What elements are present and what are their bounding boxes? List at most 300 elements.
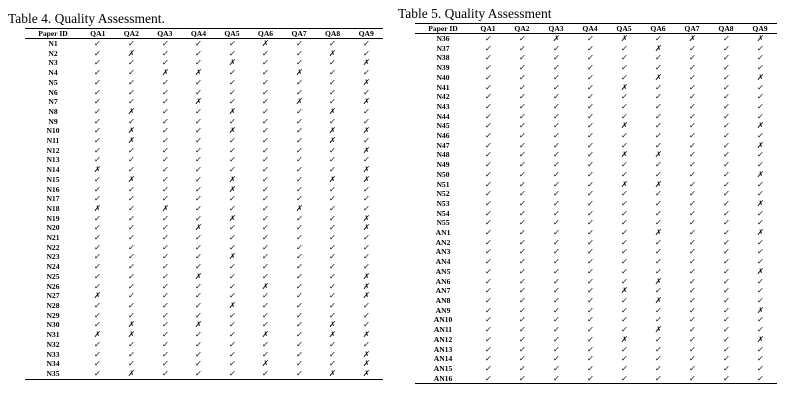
qa-cell <box>607 267 641 277</box>
qa-cell <box>709 170 743 180</box>
check-mark-icon: ✓ <box>484 34 493 43</box>
paper-id-cell: N55 <box>436 218 450 228</box>
check-mark-icon: ✓ <box>194 136 203 146</box>
check-mark-icon: ✓ <box>160 116 169 126</box>
check-mark-icon: ✓ <box>620 131 629 141</box>
paper-id-cell: N34 <box>46 359 60 369</box>
check-mark-icon: ✓ <box>756 179 765 189</box>
header-row <box>415 24 777 34</box>
qa-cell <box>148 272 182 282</box>
check-mark-icon: ✓ <box>261 116 270 126</box>
qa-cell <box>539 73 573 83</box>
qa-cell <box>539 218 573 228</box>
qa-cell <box>471 34 505 44</box>
check-mark-icon: ✓ <box>194 87 203 97</box>
qa-cell <box>182 214 216 224</box>
qa-cell <box>349 252 383 262</box>
paper-id-cell: N43 <box>436 101 450 111</box>
qa-cell <box>573 286 607 296</box>
check-mark-icon: ✓ <box>228 116 236 126</box>
qa-cell <box>505 63 539 73</box>
check-mark-icon: ✓ <box>620 237 629 247</box>
check-mark-icon: ✓ <box>552 344 561 354</box>
check-mark-icon: ✓ <box>295 39 304 48</box>
check-mark-icon: ✓ <box>552 63 561 73</box>
qa-cell <box>349 175 383 185</box>
qa-cell <box>573 102 607 112</box>
check-mark-icon: ✓ <box>93 87 102 97</box>
paper-id-cell: N27 <box>46 291 60 301</box>
check-mark-icon: ✓ <box>93 116 102 126</box>
qa-cell <box>573 277 607 287</box>
check-mark-icon: ✓ <box>620 43 629 53</box>
table-row <box>415 325 777 335</box>
cross-mark-icon: ✗ <box>362 174 371 184</box>
check-mark-icon: ✓ <box>295 233 304 243</box>
check-mark-icon: ✓ <box>93 48 102 58</box>
check-mark-icon: ✓ <box>127 68 136 78</box>
check-mark-icon: ✓ <box>328 252 337 262</box>
qa-cell <box>743 228 777 238</box>
check-mark-icon: ✓ <box>93 213 102 223</box>
check-mark-icon: ✓ <box>127 203 136 213</box>
check-mark-icon: ✓ <box>127 116 136 126</box>
check-mark-icon: ✓ <box>552 53 561 63</box>
check-mark-icon: ✓ <box>688 121 697 131</box>
check-mark-icon: ✓ <box>160 300 169 310</box>
qa-cell <box>182 136 216 146</box>
qa-cell <box>81 320 115 330</box>
check-mark-icon: ✓ <box>160 165 169 175</box>
table-row <box>415 73 777 83</box>
cross-mark-icon: ✗ <box>127 320 136 330</box>
check-mark-icon: ✓ <box>518 53 527 63</box>
check-mark-icon: ✓ <box>228 233 236 243</box>
qa-cell <box>249 39 283 49</box>
paper-id-cell: AN10 <box>433 315 453 325</box>
check-mark-icon: ✓ <box>127 262 136 272</box>
qa-cell <box>182 88 216 98</box>
paper-id-cell: N50 <box>436 169 450 179</box>
paper-id-cell: N38 <box>436 53 450 63</box>
column-header-qa7: QA7 <box>282 29 316 39</box>
qa-cell <box>148 243 182 253</box>
paper-id-cell: AN1 <box>435 228 451 238</box>
qa-cell <box>471 141 505 151</box>
qa-cell <box>709 335 743 345</box>
check-mark-icon: ✓ <box>228 359 236 369</box>
check-mark-icon: ✓ <box>654 101 663 111</box>
paper-id-cell: N52 <box>436 189 450 199</box>
qa-cell <box>349 340 383 350</box>
qa-cell <box>709 286 743 296</box>
qa-cell <box>81 359 115 369</box>
check-mark-icon: ✓ <box>552 237 561 247</box>
check-mark-icon: ✓ <box>552 286 561 296</box>
table-row <box>415 199 777 209</box>
qa-cell <box>115 330 149 340</box>
qa-cell <box>282 185 316 195</box>
check-mark-icon: ✓ <box>620 257 629 267</box>
qa-cell <box>539 247 573 257</box>
qa-cell <box>709 267 743 277</box>
check-mark-icon: ✓ <box>328 271 337 281</box>
qa-cell <box>215 311 249 321</box>
check-mark-icon: ✓ <box>127 359 136 369</box>
check-mark-icon: ✓ <box>756 111 765 121</box>
qa-cell <box>115 252 149 262</box>
check-mark-icon: ✓ <box>484 140 493 150</box>
check-mark-icon: ✓ <box>362 203 371 213</box>
check-mark-icon: ✓ <box>160 359 169 369</box>
qa-cell <box>607 257 641 267</box>
check-mark-icon: ✓ <box>362 48 371 58</box>
check-mark-icon: ✓ <box>295 58 304 68</box>
qa-cell <box>81 214 115 224</box>
table-row <box>25 301 383 311</box>
qa-cell <box>115 194 149 204</box>
cross-mark-icon: ✗ <box>756 169 765 179</box>
check-mark-icon: ✓ <box>586 72 595 82</box>
qa-cell <box>182 204 216 214</box>
qa-cell <box>282 175 316 185</box>
qa-cell <box>182 291 216 301</box>
qa-cell <box>709 345 743 355</box>
qa-cell <box>607 150 641 160</box>
qa-cell <box>675 83 709 93</box>
qa-cell <box>607 63 641 73</box>
qa-cell <box>709 160 743 170</box>
qa-cell <box>282 243 316 253</box>
qa-cell <box>675 209 709 219</box>
table-caption: Table 4. Quality Assessment. <box>8 11 165 26</box>
check-mark-icon: ✓ <box>654 247 663 257</box>
qa-cell <box>743 247 777 257</box>
qa-cell <box>471 53 505 63</box>
qa-cell <box>81 49 115 59</box>
check-mark-icon: ✓ <box>654 257 663 267</box>
check-mark-icon: ✓ <box>654 131 663 141</box>
qa-cell <box>215 88 249 98</box>
qa-cell <box>349 78 383 88</box>
table-row <box>415 112 777 122</box>
check-mark-icon: ✓ <box>518 63 527 73</box>
check-mark-icon: ✓ <box>93 320 102 330</box>
qa-cell <box>607 286 641 296</box>
check-mark-icon: ✓ <box>228 39 236 48</box>
check-mark-icon: ✓ <box>756 373 765 383</box>
check-mark-icon: ✓ <box>654 140 663 150</box>
check-mark-icon: ✓ <box>552 111 561 121</box>
qa-cell <box>316 340 350 350</box>
paper-id-cell: AN11 <box>433 325 453 335</box>
qa-cell <box>182 243 216 253</box>
cross-mark-icon: ✗ <box>295 97 304 107</box>
check-mark-icon: ✓ <box>620 92 629 102</box>
qa-cell <box>215 194 249 204</box>
qa-cell <box>182 252 216 262</box>
check-mark-icon: ✓ <box>756 150 765 160</box>
qa-cell <box>349 233 383 243</box>
check-mark-icon: ✓ <box>654 53 663 63</box>
qa-cell <box>573 63 607 73</box>
check-mark-icon: ✓ <box>228 97 236 107</box>
qa-cell <box>539 53 573 63</box>
check-mark-icon: ✓ <box>688 101 697 111</box>
qa-cell <box>539 141 573 151</box>
qa-cell <box>743 131 777 141</box>
qa-cell <box>249 155 283 165</box>
check-mark-icon: ✓ <box>552 257 561 267</box>
qa-cell <box>215 262 249 272</box>
check-mark-icon: ✓ <box>688 276 697 286</box>
check-mark-icon: ✓ <box>261 97 270 107</box>
qa-cell <box>471 315 505 325</box>
qa-cell <box>471 83 505 93</box>
qa-cell <box>81 291 115 301</box>
qa-cell <box>641 315 675 325</box>
check-mark-icon: ✓ <box>362 300 371 310</box>
qa-cell <box>349 107 383 117</box>
qa-cell <box>471 238 505 248</box>
check-mark-icon: ✓ <box>160 106 169 116</box>
qa-cell <box>81 165 115 175</box>
qa-cell <box>316 204 350 214</box>
qa-cell <box>573 199 607 209</box>
paper-id-cell: N49 <box>436 160 450 170</box>
cross-mark-icon: ✗ <box>261 39 270 48</box>
check-mark-icon: ✓ <box>518 305 527 315</box>
qa-cell <box>743 53 777 63</box>
qa-cell <box>709 374 743 384</box>
check-mark-icon: ✓ <box>722 286 731 296</box>
qa-cell <box>573 247 607 257</box>
check-mark-icon: ✓ <box>228 203 236 213</box>
check-mark-icon: ✓ <box>722 140 731 150</box>
cross-mark-icon: ✗ <box>362 359 371 369</box>
check-mark-icon: ✓ <box>484 276 493 286</box>
qa-cell <box>675 53 709 63</box>
table-row <box>415 121 777 131</box>
table-row <box>25 214 383 224</box>
qa-cell <box>182 369 216 379</box>
cross-mark-icon: ✗ <box>127 330 136 340</box>
qa-cell <box>81 330 115 340</box>
check-mark-icon: ✓ <box>194 242 203 252</box>
qa-cell <box>709 53 743 63</box>
qa-cell <box>215 282 249 292</box>
check-mark-icon: ✓ <box>552 354 561 364</box>
table-row <box>25 194 383 204</box>
qa-cell <box>81 243 115 253</box>
check-mark-icon: ✓ <box>688 305 697 315</box>
check-mark-icon: ✓ <box>586 92 595 102</box>
qa-cell <box>81 223 115 233</box>
qa-cell <box>505 315 539 325</box>
check-mark-icon: ✓ <box>552 218 561 228</box>
check-mark-icon: ✓ <box>654 354 663 364</box>
qa-cell <box>349 136 383 146</box>
check-mark-icon: ✓ <box>328 359 337 369</box>
check-mark-icon: ✓ <box>127 145 136 155</box>
check-mark-icon: ✓ <box>586 228 595 238</box>
qa-cell <box>471 228 505 238</box>
check-mark-icon: ✓ <box>586 276 595 286</box>
qa-cell <box>641 218 675 228</box>
qa-cell <box>115 185 149 195</box>
check-mark-icon: ✓ <box>160 194 169 204</box>
qa-cell <box>743 63 777 73</box>
check-mark-icon: ✓ <box>194 174 203 184</box>
qa-cell <box>215 350 249 360</box>
quality-assessment-table-4 <box>8 12 383 380</box>
qa-cell <box>709 306 743 316</box>
qa-cell <box>115 301 149 311</box>
column-header-paper-id: Paper ID <box>415 24 471 34</box>
qa-cell <box>675 257 709 267</box>
qa-cell <box>249 204 283 214</box>
check-mark-icon: ✓ <box>756 363 765 373</box>
check-mark-icon: ✓ <box>756 43 765 53</box>
qa-cell <box>743 257 777 267</box>
table-row <box>25 107 383 117</box>
check-mark-icon: ✓ <box>261 48 270 58</box>
paper-id-cell: N54 <box>436 208 450 218</box>
check-mark-icon: ✓ <box>756 218 765 228</box>
check-mark-icon: ✓ <box>484 257 493 267</box>
qa-cell <box>316 282 350 292</box>
table-row <box>415 218 777 228</box>
check-mark-icon: ✓ <box>586 82 595 92</box>
check-mark-icon: ✓ <box>722 189 731 199</box>
qa-cell <box>182 233 216 243</box>
cross-mark-icon: ✗ <box>756 198 765 208</box>
qa-cell <box>316 39 350 49</box>
qa-cell <box>282 340 316 350</box>
qa-cell <box>182 175 216 185</box>
cross-mark-icon: ✗ <box>228 126 236 136</box>
check-mark-icon: ✓ <box>484 179 493 189</box>
qa-cell <box>743 277 777 287</box>
check-mark-icon: ✓ <box>654 363 663 373</box>
table-row <box>415 209 777 219</box>
check-mark-icon: ✓ <box>586 266 595 276</box>
check-mark-icon: ✓ <box>688 131 697 141</box>
check-mark-icon: ✓ <box>756 189 765 199</box>
check-mark-icon: ✓ <box>586 363 595 373</box>
check-mark-icon: ✓ <box>722 295 731 305</box>
cross-mark-icon: ✗ <box>93 291 102 301</box>
qa-cell <box>573 354 607 364</box>
qa-cell <box>539 92 573 102</box>
check-mark-icon: ✓ <box>722 131 731 141</box>
qa-cell <box>215 165 249 175</box>
table-row <box>25 175 383 185</box>
check-mark-icon: ✓ <box>362 106 371 116</box>
check-mark-icon: ✓ <box>484 160 493 170</box>
check-mark-icon: ✓ <box>228 223 236 233</box>
check-mark-icon: ✓ <box>518 315 527 325</box>
qa-cell <box>148 68 182 78</box>
check-mark-icon: ✓ <box>688 344 697 354</box>
qa-cell <box>539 102 573 112</box>
qa-cell <box>81 369 115 379</box>
qa-cell <box>316 126 350 136</box>
check-mark-icon: ✓ <box>586 295 595 305</box>
cross-mark-icon: ✗ <box>328 136 337 146</box>
check-mark-icon: ✓ <box>194 155 203 165</box>
check-mark-icon: ✓ <box>586 247 595 257</box>
qa-cell <box>282 204 316 214</box>
check-mark-icon: ✓ <box>261 184 270 194</box>
check-mark-icon: ✓ <box>362 39 371 48</box>
check-mark-icon: ✓ <box>552 160 561 170</box>
qa-cell <box>282 223 316 233</box>
check-mark-icon: ✓ <box>688 111 697 121</box>
paper-id-cell: N16 <box>46 184 60 194</box>
qa-cell <box>607 112 641 122</box>
paper-id-cell: N26 <box>46 281 60 291</box>
check-mark-icon: ✓ <box>228 68 236 78</box>
qa-cell <box>282 165 316 175</box>
qa-cell <box>349 272 383 282</box>
check-mark-icon: ✓ <box>688 169 697 179</box>
check-mark-icon: ✓ <box>261 194 270 204</box>
check-mark-icon: ✓ <box>328 223 337 233</box>
qa-cell <box>349 126 383 136</box>
check-mark-icon: ✓ <box>620 140 629 150</box>
check-mark-icon: ✓ <box>127 223 136 233</box>
qa-cell <box>282 68 316 78</box>
qa-cell <box>215 272 249 282</box>
table-row <box>415 364 777 374</box>
table-row <box>25 282 383 292</box>
qa-cell <box>641 34 675 44</box>
qa-cell <box>743 150 777 160</box>
paper-id-cell: AN6 <box>435 276 451 286</box>
paper-id-cell: AN5 <box>435 266 451 276</box>
check-mark-icon: ✓ <box>620 315 629 325</box>
check-mark-icon: ✓ <box>295 291 304 301</box>
table-row <box>415 354 777 364</box>
check-mark-icon: ✓ <box>722 111 731 121</box>
qa-cell <box>316 291 350 301</box>
qa-cell <box>249 126 283 136</box>
qa-cell <box>607 335 641 345</box>
paper-id-cell: N4 <box>48 68 58 78</box>
qa-cell <box>573 180 607 190</box>
qa-cell <box>115 291 149 301</box>
table-row <box>25 185 383 195</box>
qa-cell <box>539 180 573 190</box>
qa-cell <box>607 354 641 364</box>
qa-cell <box>182 359 216 369</box>
qa-cell <box>539 199 573 209</box>
qa-cell <box>675 170 709 180</box>
qa-cell <box>282 146 316 156</box>
qa-cell <box>282 369 316 379</box>
check-mark-icon: ✓ <box>328 310 337 320</box>
qa-cell <box>249 68 283 78</box>
qa-cell <box>743 83 777 93</box>
check-mark-icon: ✓ <box>93 174 102 184</box>
paper-id-cell: AN14 <box>433 354 453 364</box>
check-mark-icon: ✓ <box>756 315 765 325</box>
check-mark-icon: ✓ <box>552 305 561 315</box>
check-mark-icon: ✓ <box>756 160 765 170</box>
cross-mark-icon: ✗ <box>328 126 337 136</box>
qa-cell <box>471 199 505 209</box>
